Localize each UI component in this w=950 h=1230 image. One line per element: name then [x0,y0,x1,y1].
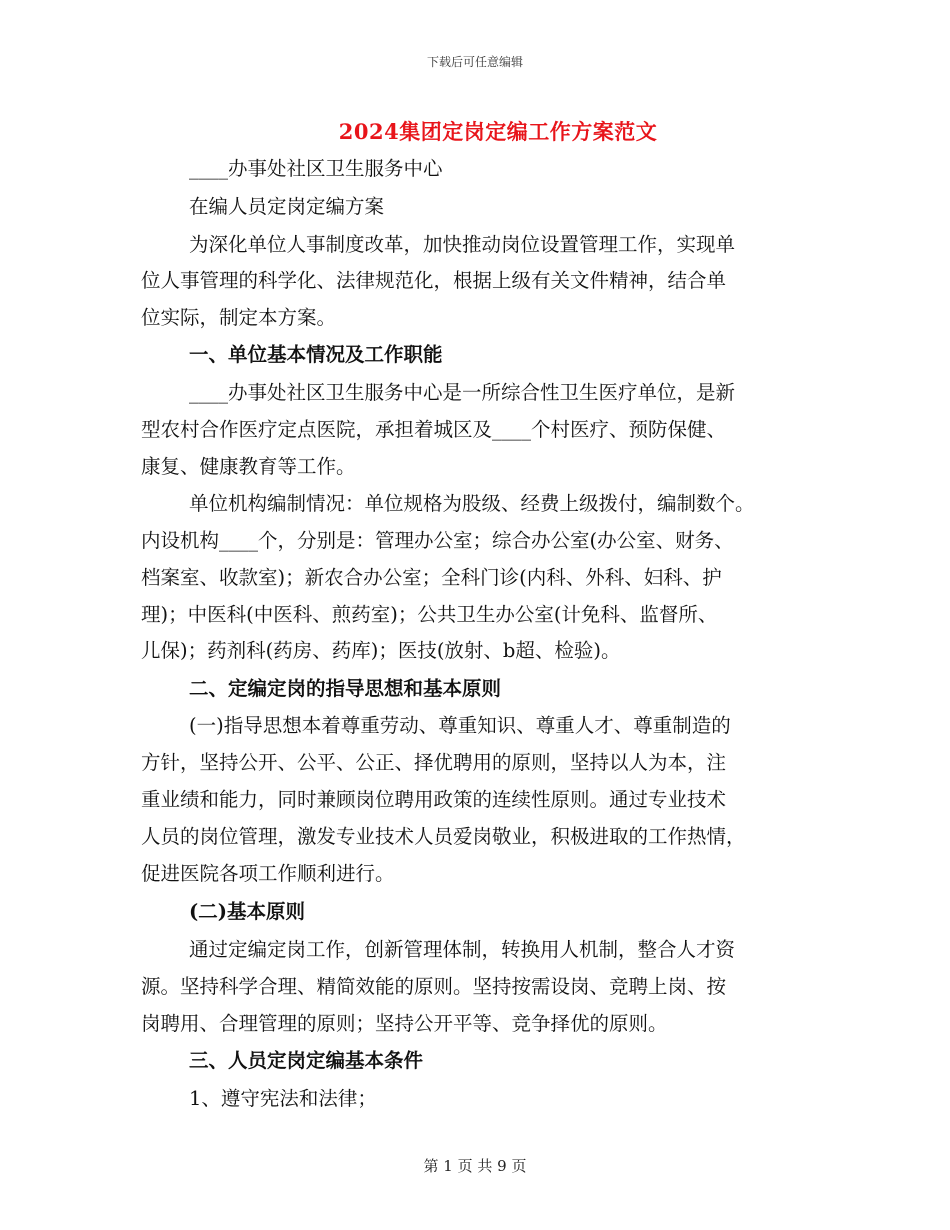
page-number: 第 1 页 共 9 页 [423,1157,527,1175]
document-title: 2024集团定岗定编工作方案范文 [338,119,658,144]
text-line: ____办事处社区卫生服务中心是一所综合性卫生医疗单位，是新 [189,381,736,404]
text-line: 促进医院各项工作顺利进行。 [141,862,395,885]
section-heading: 一、单位基本情况及工作职能 [189,343,443,366]
text-line: 位人事管理的科学化、法律规范化，根据上级有关文件精神，结合单 [141,269,727,292]
section-heading: 三、人员定岗定编基本条件 [189,1049,424,1072]
text-line: 位实际，制定本方案。 [141,306,337,329]
text-line: (一)指导思想本着尊重劳动、尊重知识、尊重人才、尊重制造的 [189,714,731,737]
section-heading: 二、定编定岗的指导思想和基本原则 [189,677,502,700]
text-line: 在编人员定岗定编方案 [189,195,385,218]
text-line: 康复、健康教育等工作。 [141,455,356,478]
text-line: 儿保)；药剂科(药房、药库)；医技(放射、b超、检验)。 [141,639,621,662]
text-line: 内设机构____个，分别是：管理办公室；综合办公室(办公室、财务、 [141,529,734,552]
text-line: 重业绩和能力，同时兼顾岗位聘用政策的连续性原则。通过专业技术 [141,788,727,811]
subsection-heading: (二)基本原则 [189,900,305,923]
text-line: 1、遵守宪法和法律； [189,1087,377,1110]
text-line: 岗聘用、合理管理的原则；坚持公开平等、竞争择优的原则。 [141,1012,668,1035]
text-line: 单位机构编制情况：单位规格为股级、经费上级拨付，编制数个。 [189,492,755,515]
header-note: 下载后可任意编辑 [426,55,523,69]
text-line: 档案室、收款室)；新农合办公室；全科门诊(内科、外科、妇科、护 [141,566,722,589]
text-line: 方针，坚持公开、公平、公正、择优聘用的原则，坚持以人为本，注 [141,751,727,774]
text-line: 理)；中医科(中医科、煎药室)；公共卫生办公室(计免科、监督所、 [141,603,718,626]
text-line: 人员的岗位管理，激发专业技术人员爱岗敬业，积极进取的工作热情， [141,825,746,848]
text-line: ____办事处社区卫生服务中心 [189,157,443,180]
text-line: 为深化单位人事制度改革，加快推动岗位设置管理工作，实现单 [189,233,736,256]
text-line: 通过定编定岗工作，创新管理体制，转换用人机制，整合人才资 [189,938,736,961]
text-line: 型农村合作医疗定点医院，承担着城区及____个村医疗、预防保健、 [141,418,727,441]
text-line: 源。坚持科学合理、精简效能的原则。坚持按需设岗、竞聘上岗、按 [141,975,727,998]
